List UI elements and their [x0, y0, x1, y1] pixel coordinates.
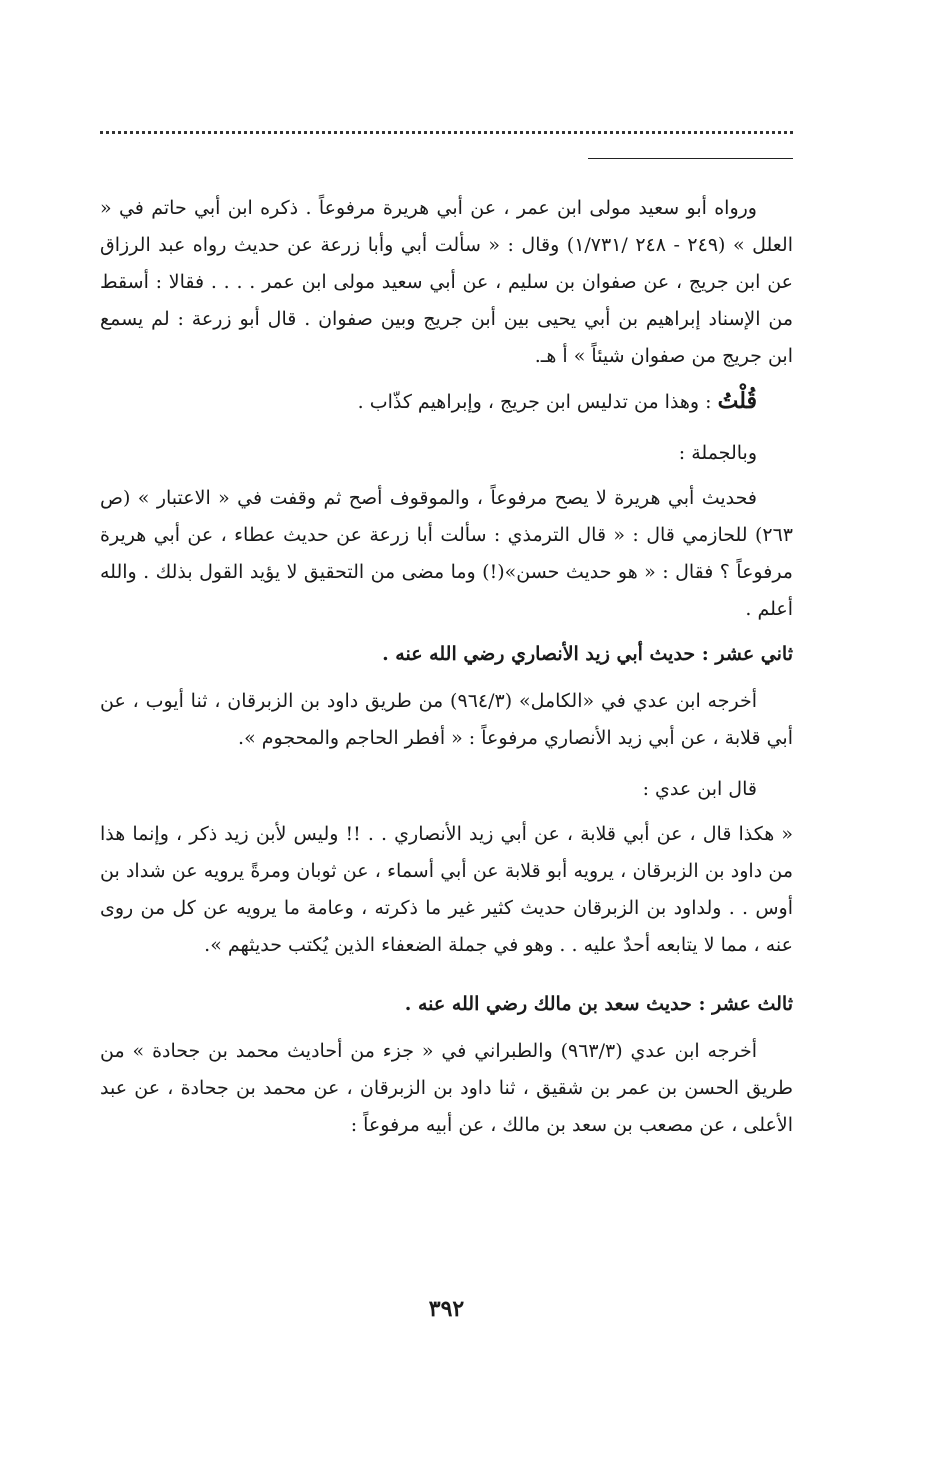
- page-number: ٣٩٢: [428, 1296, 465, 1322]
- footnote-rule: [588, 158, 793, 159]
- section-title-12: ثاني عشر : حديث أبي زيد الأنصاري رضي الله عنه .: [382, 643, 793, 665]
- paragraph-abu-said: ورواه أبو سعيد مولى ابن عمر ، عن أبي هريرة مرفوعاً . ذكره ابن أبي حاتم في « العلل » (٢٤٩ - ٢٤٨ /١/٧٣١) وقال : « سألت أبي وأبا زرعة عن حديث رواه عبد الرزاق عن ابن جريج ، عن صفوان بن سليم ، عن أبي سعيد مولى ابن عمر . . . . فقالا : أسقط من الإسناد إبراهيم بن أبي يحيى بين أبن جريج وبين صفوان . قال أبو زرعة : لم يسمع ابن جريج من صفوان شيئاً » أ هـ.: [100, 197, 793, 367]
- paragraph-ibn-adi-kamil: أخرجه ابن عدي في «الكامل» (٩٦٤/٣) من طريق داود بن الزبرقان ، ثنا أيوب ، عن أبي قلابة ، عن أبي زيد الأنصاري مرفوعاً : « أفطر الحاجم والمحجوم ».: [100, 690, 793, 749]
- section-title-13: ثالث عشر : حديث سعد بن مالك رضي الله عنه .: [404, 993, 793, 1015]
- page-body: [100, 190, 793, 1152]
- qult-text: : وهذا من تدليس ابن جريج ، وإبراهيم كذّاب .: [357, 391, 718, 413]
- qult-label: قُلْتُ: [717, 388, 757, 414]
- dotted-separator: [100, 122, 793, 134]
- paragraph-qala-ibn-adi: قال ابن عدي :: [642, 778, 757, 800]
- book-page: [100, 0, 793, 1469]
- paragraph-tabarani: أخرجه ابن عدي (٩٦٣/٣) والطبراني في « جزء من أحاديث محمد بن جحادة » من طريق الحسن بن عمر بن شقيق ، ثنا داود بن الزبرقان ، عن محمد بن جحادة ، عن عبد الأعلى ، عن مصعب بن سعد بن مالك ، عن أبيه مرفوعاً :: [100, 1040, 793, 1136]
- paragraph-ibn-adi-quote: « هكذا قال ، عن أبي قلابة ، عن أبي زيد الأنصاري . . !! وليس لأبن زيد ذكر ، وإنما هذا من داود بن الزبرقان ، يرويه أبو قلابة عن أبي أسماء ، عن ثوبان ومرةً يرويه عن شداد بن أوس . . ولداود بن الزبرقان حديث كثير غير ما ذكرته ، وعامة ما يرويه عن كل من روى عنه ، مما لا يتابعه أحدٌ عليه . . وهو في جملة الضعفاء الذين يُكتب حديثهم ».: [100, 823, 793, 956]
- paragraph-summary: فحديث أبي هريرة لا يصح مرفوعاً ، والموقوف أصح ثم وقفت في « الاعتبار » (ص ٢٦٣) للحازمي قال : « قال الترمذي : سألت أبا زرعة عن حديث عطاء ، عن أبي هريرة مرفوعاً ؟ فقال : « هو حديث حسن»(!) وما مضى من التحقيق لا يؤيد القول بذلك . والله أعلم .: [100, 487, 793, 620]
- paragraph-qult: [100, 383, 793, 421]
- paragraph-summary-heading: وبالجملة :: [678, 442, 757, 464]
